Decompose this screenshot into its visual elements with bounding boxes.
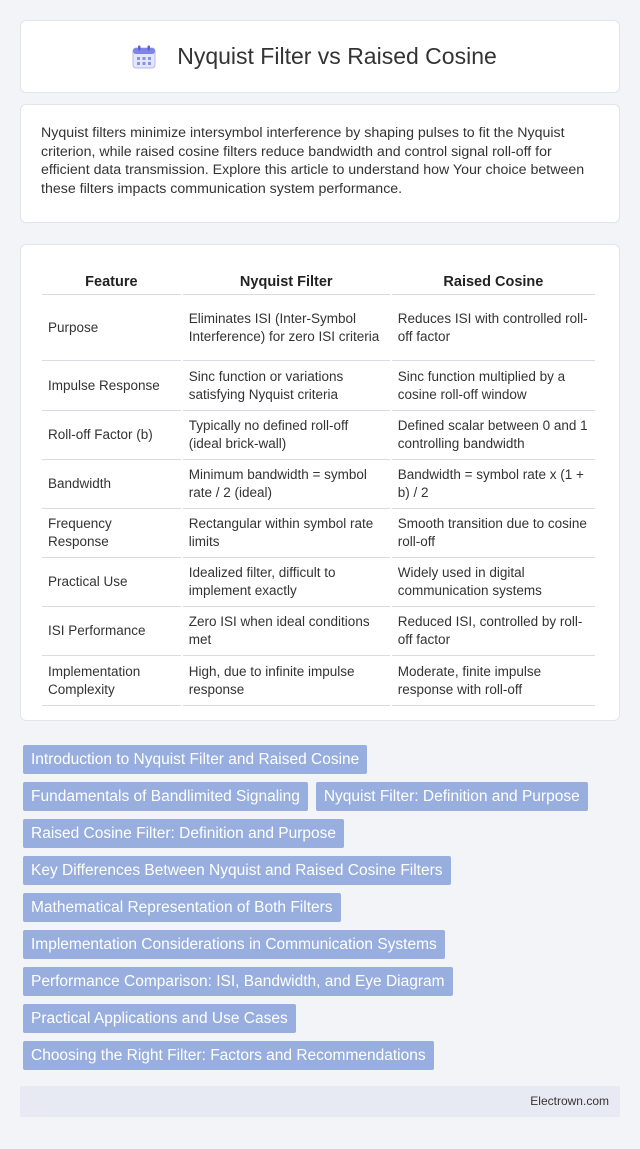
table-row bbox=[42, 295, 595, 361]
related-links bbox=[23, 745, 623, 1078]
table-cell: High, due to infinite impulse response bbox=[183, 656, 390, 706]
table-cell: Rectangular within symbol rate limits bbox=[183, 509, 390, 558]
table-cell: ISI Performance bbox=[42, 607, 181, 656]
title-card bbox=[20, 20, 620, 93]
table-cell: Sinc function or variations satisfying Nyquist criteria bbox=[183, 361, 390, 411]
table-row bbox=[42, 558, 595, 607]
table-cell: Moderate, finite impulse response with roll-off bbox=[392, 656, 595, 706]
related-link[interactable]: Choosing the Right Filter: Factors and Recommendations bbox=[23, 1041, 434, 1070]
related-link[interactable]: Introduction to Nyquist Filter and Raised Cosine bbox=[23, 745, 367, 774]
related-link[interactable]: Key Differences Between Nyquist and Raised Cosine Filters bbox=[23, 856, 451, 885]
comparison-table-card bbox=[20, 244, 620, 721]
table-cell: Zero ISI when ideal conditions met bbox=[183, 607, 390, 656]
related-link[interactable]: Raised Cosine Filter: Definition and Purpose bbox=[23, 819, 344, 848]
page-title: Nyquist Filter vs Raised Cosine bbox=[177, 43, 497, 69]
table-cell: Idealized filter, difficult to implement exactly bbox=[183, 558, 390, 607]
table-cell: Purpose bbox=[42, 295, 181, 361]
table-cell: Frequency Response bbox=[42, 509, 181, 558]
table-row bbox=[42, 656, 595, 706]
footer-site-name[interactable]: Electrown.com bbox=[530, 1094, 609, 1108]
table-cell: Bandwidth = symbol rate x (1 + b) / 2 bbox=[392, 460, 595, 509]
related-link[interactable]: Nyquist Filter: Definition and Purpose bbox=[316, 782, 588, 811]
table-row bbox=[42, 509, 595, 558]
calendar-icon bbox=[131, 44, 157, 70]
table-header: Feature bbox=[42, 265, 181, 295]
table-row bbox=[42, 607, 595, 656]
related-link[interactable]: Implementation Considerations in Communication Systems bbox=[23, 930, 445, 959]
table-cell: Practical Use bbox=[42, 558, 181, 607]
table-row bbox=[42, 361, 595, 411]
table-cell: Impulse Response bbox=[42, 361, 181, 411]
table-cell: Reduces ISI with controlled roll-off factor bbox=[392, 295, 595, 361]
table-header: Nyquist Filter bbox=[183, 265, 390, 295]
intro-card bbox=[20, 104, 620, 223]
table-cell: Smooth transition due to cosine roll-off bbox=[392, 509, 595, 558]
table-cell: Minimum bandwidth = symbol rate / 2 (ideal) bbox=[183, 460, 390, 509]
table-header-row bbox=[42, 265, 595, 295]
table-cell: Widely used in digital communication systems bbox=[392, 558, 595, 607]
table-cell: Sinc function multiplied by a cosine roll-off window bbox=[392, 361, 595, 411]
table-cell: Typically no defined roll-off (ideal brick-wall) bbox=[183, 411, 390, 460]
table-header: Raised Cosine bbox=[392, 265, 595, 295]
table-cell: Roll-off Factor (b) bbox=[42, 411, 181, 460]
related-link[interactable]: Performance Comparison: ISI, Bandwidth, and Eye Diagram bbox=[23, 967, 453, 996]
table-cell: Bandwidth bbox=[42, 460, 181, 509]
related-link[interactable]: Mathematical Representation of Both Filters bbox=[23, 893, 341, 922]
footer bbox=[20, 1086, 620, 1117]
table-cell: Defined scalar between 0 and 1 controlling bandwidth bbox=[392, 411, 595, 460]
comparison-table bbox=[40, 265, 597, 706]
related-link[interactable]: Practical Applications and Use Cases bbox=[23, 1004, 296, 1033]
table-cell: Reduced ISI, controlled by roll-off factor bbox=[392, 607, 595, 656]
table-cell: Eliminates ISI (Inter-Symbol Interference) for zero ISI criteria bbox=[183, 295, 390, 361]
table-cell: Implementation Complexity bbox=[42, 656, 181, 706]
table-row bbox=[42, 411, 595, 460]
intro-paragraph: Nyquist filters minimize intersymbol interference by shaping pulses to fit the Nyquist criterion, while raised cosine filters reduce bandwidth and control signal roll-off for efficient data transmission. Explore this article to understand how Your choice between these filters impacts communication system performance. bbox=[41, 125, 585, 197]
table-row bbox=[42, 460, 595, 509]
related-link[interactable]: Fundamentals of Bandlimited Signaling bbox=[23, 782, 308, 811]
